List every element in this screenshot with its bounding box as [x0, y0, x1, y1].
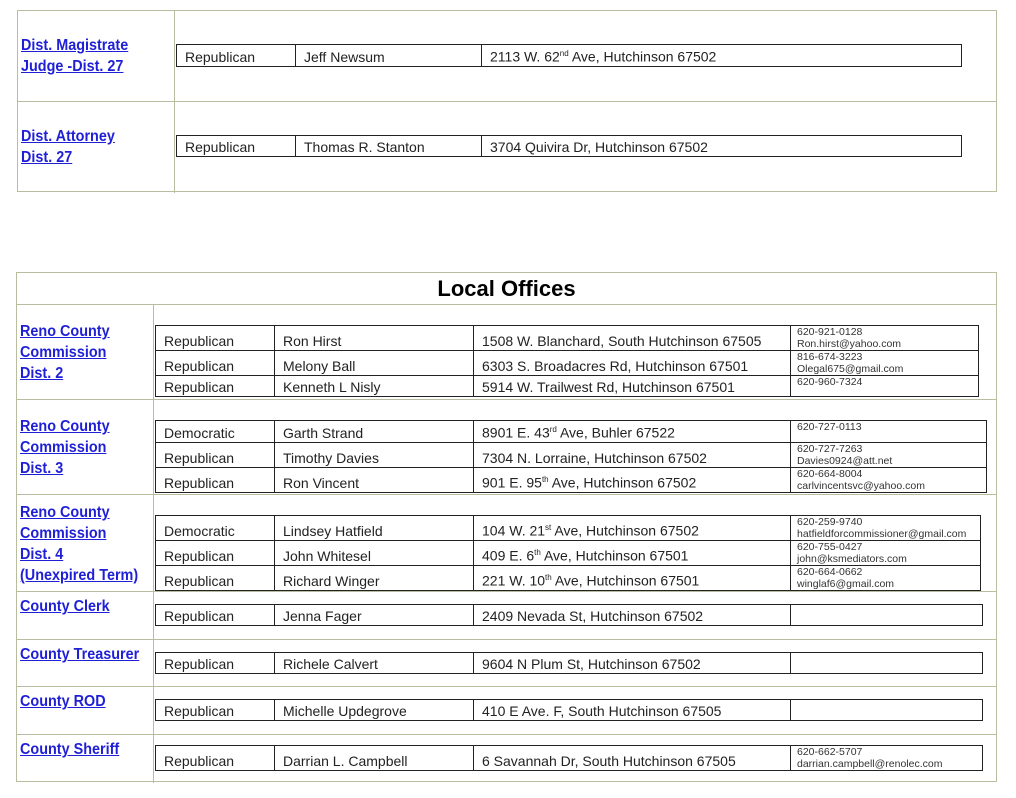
- contact-cell: [791, 421, 987, 443]
- office-row: [17, 495, 996, 592]
- phone-text: 620-664-8004: [797, 467, 863, 480]
- address-cell: 409 E. 6th Ave, Hutchinson 67501: [474, 541, 791, 566]
- contact-cell: [791, 442, 987, 467]
- address-cell: 1508 W. Blanchard, South Hutchinson 67505: [474, 326, 791, 351]
- party-cell: Republican: [156, 376, 275, 397]
- candidate-table: [155, 420, 987, 493]
- candidate-table: [155, 325, 979, 397]
- email-text: carlvincentsvc@yahoo.com: [797, 479, 925, 492]
- candidate-table: [155, 745, 983, 771]
- email-text: Olegal675@gmail.com: [797, 363, 904, 375]
- name-cell: Richele Calvert: [275, 653, 474, 674]
- table-row: [156, 653, 983, 674]
- address-cell: 2409 Nevada St, Hutchinson 67502: [474, 605, 791, 626]
- name-cell: Jeff Newsum: [296, 45, 482, 67]
- office-link[interactable]: County ROD: [20, 693, 106, 710]
- email-text: hatfieldforcommissioner@gmail.com: [797, 528, 967, 540]
- table-row: [156, 467, 987, 492]
- email-text: john@ksmediators.com: [797, 553, 907, 565]
- office-link[interactable]: Dist. Attorney Dist. 27: [21, 128, 115, 166]
- contact-cell: [791, 467, 987, 492]
- address-cell: 9604 N Plum St, Hutchinson 67502: [474, 653, 791, 674]
- name-cell: Richard Winger: [275, 566, 474, 591]
- phone-text: 620-727-7263: [797, 442, 863, 455]
- table-row: [156, 421, 987, 443]
- table-row: [177, 45, 962, 67]
- phone-text: 620-664-0662: [797, 566, 863, 578]
- contact-cell: [791, 541, 981, 566]
- address-cell: 6303 S. Broadacres Rd, Hutchinson 67501: [474, 351, 791, 376]
- contact-cell: [791, 351, 979, 376]
- contact-cell: [791, 376, 979, 397]
- contact-cell: [791, 700, 983, 721]
- party-cell: Democratic: [156, 421, 275, 443]
- name-cell: Lindsey Hatfield: [275, 516, 474, 541]
- office-row: [18, 102, 996, 193]
- phone-text: 816-674-3223: [797, 351, 863, 363]
- party-cell: Republican: [156, 541, 275, 566]
- office-link[interactable]: County Clerk: [20, 598, 110, 615]
- contact-cell: [791, 605, 983, 626]
- party-cell: Republican: [156, 605, 275, 626]
- email-text: darrian.campbell@renolec.com: [797, 758, 943, 770]
- office-row: [17, 687, 996, 735]
- table-row: [156, 605, 983, 626]
- office-row: [18, 11, 996, 102]
- name-cell: Ron Hirst: [275, 326, 474, 351]
- office-link[interactable]: Reno County Commission Dist. 2: [20, 323, 110, 382]
- address-cell: 104 W. 21st Ave, Hutchinson 67502: [474, 516, 791, 541]
- party-cell: Republican: [177, 45, 296, 67]
- contact-cell: [791, 566, 981, 591]
- office-link[interactable]: Reno County Commission Dist. 3: [20, 418, 110, 477]
- name-cell: Melony Ball: [275, 351, 474, 376]
- party-cell: Republican: [156, 746, 275, 771]
- table-row: [156, 442, 987, 467]
- section-title: Local Offices: [17, 273, 996, 305]
- address-cell: 3704 Quivira Dr, Hutchinson 67502: [482, 136, 962, 157]
- name-cell: Kenneth L Nisly: [275, 376, 474, 397]
- party-cell: Republican: [156, 351, 275, 376]
- name-cell: Jenna Fager: [275, 605, 474, 626]
- party-cell: Republican: [156, 653, 275, 674]
- office-row: [17, 400, 996, 495]
- address-cell: 221 W. 10th Ave, Hutchinson 67501: [474, 566, 791, 591]
- name-cell: Timothy Davies: [275, 442, 474, 467]
- table-row: [156, 516, 981, 541]
- address-cell: 8901 E. 43rd Ave, Buhler 67522: [474, 421, 791, 443]
- candidate-table: [155, 699, 983, 721]
- table-row: [156, 541, 981, 566]
- name-cell: Thomas R. Stanton: [296, 136, 482, 157]
- party-cell: Democratic: [156, 516, 275, 541]
- candidate-table: [176, 135, 962, 157]
- table-row: [156, 351, 979, 376]
- name-cell: John Whitesel: [275, 541, 474, 566]
- address-cell: 6 Savannah Dr, South Hutchinson 67505: [474, 746, 791, 771]
- phone-text: 620-662-5707: [797, 746, 863, 758]
- district-offices-table: [17, 10, 997, 192]
- candidate-table: [155, 515, 981, 591]
- table-row: [177, 136, 962, 157]
- table-row: [156, 376, 979, 397]
- address-cell: 5914 W. Trailwest Rd, Hutchinson 67501: [474, 376, 791, 397]
- address-cell: 7304 N. Lorraine, Hutchinson 67502: [474, 442, 791, 467]
- table-row: [156, 700, 983, 721]
- table-row: [156, 566, 981, 591]
- party-cell: Republican: [156, 700, 275, 721]
- office-link[interactable]: County Treasurer: [20, 646, 140, 663]
- address-cell: 901 E. 95th Ave, Hutchinson 67502: [474, 467, 791, 492]
- office-row: [17, 735, 996, 783]
- address-cell: 2113 W. 62nd Ave, Hutchinson 67502: [482, 45, 962, 67]
- party-cell: Republican: [156, 566, 275, 591]
- party-cell: Republican: [156, 326, 275, 351]
- email-text: Ron.hirst@yahoo.com: [797, 338, 902, 350]
- office-link[interactable]: County Sheriff: [20, 741, 120, 758]
- phone-text: 620-921-0128: [797, 326, 863, 338]
- local-offices-table: [16, 272, 997, 782]
- name-cell: Garth Strand: [275, 421, 474, 443]
- phone-text: 620-727-0113: [797, 421, 862, 433]
- contact-cell: [791, 746, 983, 771]
- contact-cell: [791, 516, 981, 541]
- phone-text: 620-960-7324: [797, 376, 863, 388]
- address-cell: 410 E Ave. F, South Hutchinson 67505: [474, 700, 791, 721]
- party-cell: Republican: [156, 442, 275, 467]
- table-row: [156, 326, 979, 351]
- party-cell: Republican: [156, 467, 275, 492]
- name-cell: Ron Vincent: [275, 467, 474, 492]
- phone-text: 620-755-0427: [797, 541, 863, 553]
- candidate-table: [176, 44, 962, 67]
- phone-text: 620-259-9740: [797, 516, 863, 528]
- office-link[interactable]: Reno County Commission Dist. 4 (Unexpired Term): [20, 504, 139, 584]
- name-cell: Michelle Updegrove: [275, 700, 474, 721]
- office-row: [17, 592, 996, 640]
- office-row: [17, 640, 996, 687]
- party-cell: Republican: [177, 136, 296, 157]
- office-link[interactable]: Dist. Magistrate Judge -Dist. 27: [21, 37, 129, 75]
- office-row: [17, 305, 996, 400]
- candidate-table: [155, 652, 983, 674]
- table-row: [156, 746, 983, 771]
- candidate-table: [155, 604, 983, 626]
- contact-cell: [791, 326, 979, 351]
- email-text: Davies0924@att.net: [797, 454, 893, 467]
- email-text: winglaf6@gmail.com: [797, 578, 895, 590]
- name-cell: Darrian L. Campbell: [275, 746, 474, 771]
- contact-cell: [791, 653, 983, 674]
